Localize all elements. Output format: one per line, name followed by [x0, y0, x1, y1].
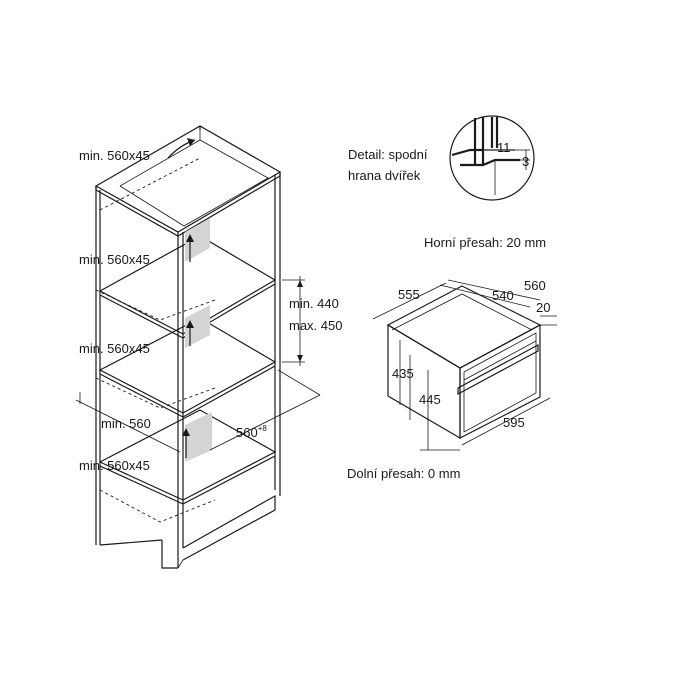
detail-dim-3: 3	[522, 154, 530, 169]
dim-445-label: 445	[419, 392, 441, 407]
appliance-drawing	[373, 280, 557, 450]
niche-depth-label: $560^{+8}$	[236, 424, 267, 440]
vent-middle-label: min. 560x45	[79, 341, 150, 356]
niche-width-label: min. 560	[101, 416, 151, 431]
vent-opening-bottom	[185, 412, 212, 462]
niche-depth-dimension	[210, 395, 320, 450]
dim-540-label: 540	[492, 288, 514, 303]
top-overhang-label: Horní přesah: 20 mm	[424, 235, 547, 250]
niche-height-max-label: max. 450	[289, 318, 343, 333]
dim-555-label: 555	[398, 287, 420, 302]
appliance-handle	[458, 345, 538, 394]
dim-20-label: 20	[536, 300, 551, 315]
detail-dim-11: 11	[497, 140, 511, 155]
niche-height-min-label: min. 440	[289, 296, 339, 311]
vent-top-label: min. 560x45	[79, 148, 150, 163]
appliance-side-panel	[388, 325, 460, 438]
bottom-overhang-label: Dolní přesah: 0 mm	[347, 466, 461, 481]
dim-560-label: 560	[524, 278, 546, 293]
detail-label-line1: Detail: spodní	[348, 147, 428, 162]
dim-435-label: 435	[392, 366, 414, 381]
vent-bottom-label: min. 560x45	[79, 458, 150, 473]
dim-595-label: 595	[503, 415, 525, 430]
appliance-front-panel	[460, 325, 540, 438]
cabinet-top-face	[96, 126, 280, 232]
vent-upper-label: min. 560x45	[79, 252, 150, 267]
detail-label-line2: hrana dvířek	[348, 168, 421, 183]
